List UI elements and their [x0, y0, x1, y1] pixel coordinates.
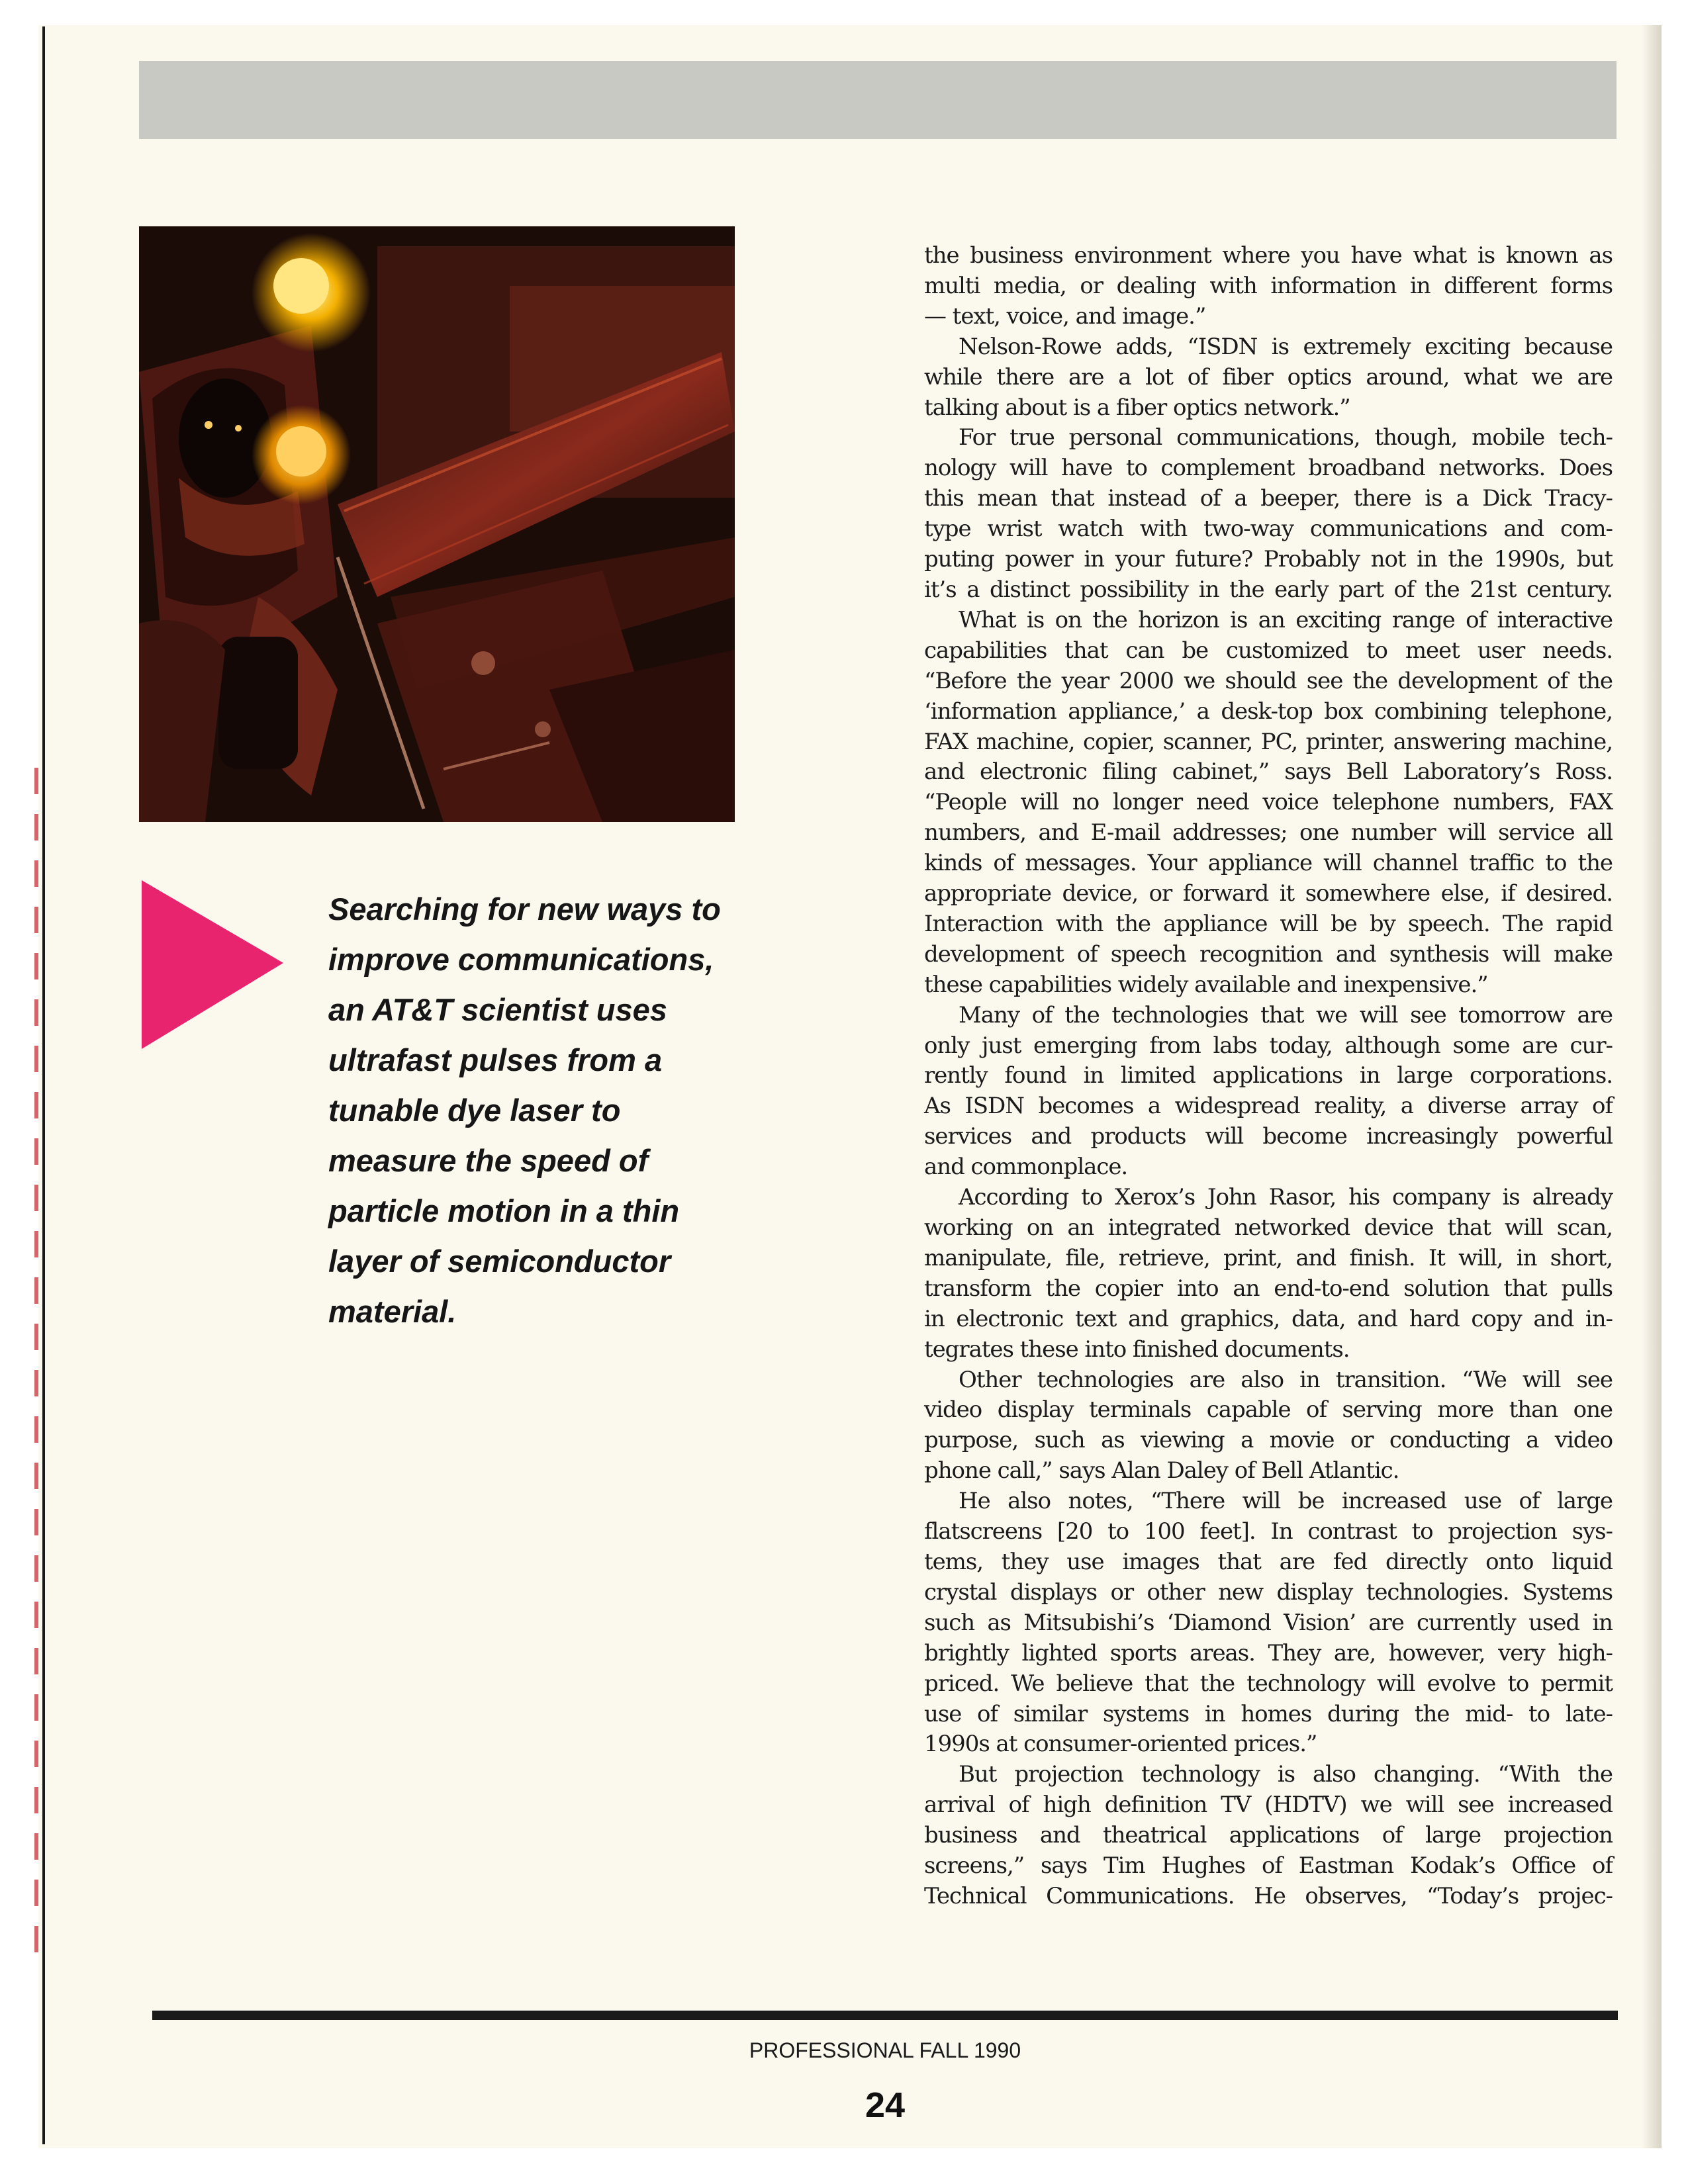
body-line: kinds of messages. Your appliance will channel traffic to the: [924, 850, 1613, 877]
body-line: arrival of high definition TV (HDTV) we will see increased: [924, 1792, 1613, 1819]
body-line: capabilities that can be customized to meet user needs.: [924, 637, 1613, 664]
body-line: only just emerging from labs today, although some are cur-: [924, 1032, 1613, 1059]
caption-line: an AT&T scientist uses: [328, 992, 667, 1027]
body-line: business and theatrical applications of large projection: [924, 1822, 1613, 1849]
body-line: manipulate, file, retrieve, print, and finish. It will, in short,: [924, 1244, 1613, 1271]
body-line: He also notes, “There will be increased use of large: [959, 1488, 1613, 1515]
page-edge-curl: [1642, 25, 1662, 2148]
body-line: appropriate device, or forward it somewhere else, if desired.: [924, 880, 1613, 907]
body-line: numbers, and E-mail addresses; one number will service all: [924, 819, 1613, 846]
body-line: screens,” says Tim Hughes of Eastman Kodak’s Office of: [924, 1852, 1613, 1880]
caption-line: ultrafast pulses from a: [328, 1042, 663, 1077]
pink-pointer-triangle: [142, 880, 287, 1052]
body-line: brightly lighted sports areas. They are, however, very high-: [924, 1639, 1613, 1666]
body-line: As ISDN becomes a widespread reality, a diverse array of: [924, 1093, 1613, 1120]
body-line: development of speech recognition and synthesis will make: [924, 940, 1613, 968]
caption-line: measure the speed of: [328, 1143, 649, 1178]
body-line: purpose, such as viewing a movie or conducting a video: [924, 1427, 1613, 1454]
body-line: and commonplace.: [924, 1154, 1128, 1181]
body-line: flatscreens [20 to 100 feet]. In contrast to projection sys-: [924, 1518, 1613, 1545]
body-line: transform the copier into an end-to-end solution that pulls: [924, 1275, 1613, 1302]
body-line: these capabilities widely available and inexpensive.”: [924, 971, 1488, 998]
body-line: FAX machine, copier, scanner, PC, printer, answering machine,: [924, 728, 1613, 755]
caption-line: particle motion in a thin: [328, 1193, 680, 1228]
body-line: 1990s at consumer-oriented prices.”: [924, 1731, 1317, 1758]
laser-lab-photo-icon: [139, 226, 735, 822]
body-line: crystal displays or other new display technologies. Systems: [924, 1578, 1613, 1606]
body-line: “Before the year 2000 we should see the development of the: [924, 667, 1613, 694]
body-line: Many of the technologies that we will see tomorrow are: [959, 1001, 1613, 1028]
body-line: Nelson-Rowe adds, “ISDN is extremely exciting because: [959, 333, 1613, 360]
body-line: tegrates these into finished documents.: [924, 1336, 1350, 1363]
body-line: priced. We believe that the technology will evolve to permit: [924, 1670, 1613, 1697]
caption-line: layer of semiconductor: [328, 1244, 671, 1279]
laser-lab-photo: [139, 226, 735, 822]
body-line: rently found in limited applications in large corporations.: [924, 1062, 1613, 1089]
header-bar: [139, 61, 1617, 139]
body-line: Interaction with the appliance will be by speech. The rapid: [924, 910, 1613, 937]
binding-color-marks: [34, 768, 38, 1959]
body-line: For true personal communications, though, mobile tech-: [959, 424, 1613, 451]
page-number: 24: [865, 2085, 906, 2125]
body-line: What is on the horizon is an exciting range of interactive: [959, 606, 1613, 633]
article-body: [924, 241, 1613, 1912]
body-line: “People will no longer need voice telephone numbers, FAX: [924, 789, 1613, 816]
body-line: puting power in your future? Probably not in the 1990s, but: [924, 546, 1613, 573]
body-line: Technical Communications. He observes, “Today’s projec-: [924, 1882, 1613, 1909]
body-line: tems, they use images that are fed directly onto liquid: [924, 1548, 1613, 1575]
body-line: while there are a lot of fiber optics around, what we are: [924, 363, 1613, 390]
caption-line: tunable dye laser to: [328, 1093, 621, 1128]
body-line: phone call,” says Alan Daley of Bell Atlantic.: [924, 1457, 1399, 1484]
photo-caption: [328, 884, 765, 1337]
body-line: video display terminals capable of serving more than one: [924, 1396, 1613, 1424]
body-line: ‘information appliance,’ a desk-top box combining telephone,: [924, 698, 1613, 725]
caption-line: improve communications,: [328, 942, 714, 977]
body-line: multi media, or dealing with information in different forms: [924, 272, 1613, 299]
body-line: and electronic filing cabinet,” says Bell Laboratory’s Ross.: [924, 758, 1613, 786]
body-line: — text, voice, and image.”: [924, 302, 1206, 330]
body-line: nology will have to complement broadband networks. Does: [924, 455, 1613, 482]
body-line: the business environment where you have what is known as: [924, 242, 1613, 269]
body-line: use of similar systems in homes during the mid- to late-: [924, 1700, 1613, 1727]
body-line: Other technologies are also in transition. “We will see: [959, 1366, 1613, 1393]
body-line: in electronic text and graphics, data, and hard copy and in-: [924, 1305, 1613, 1332]
body-line: services and products will become increasingly powerful: [924, 1123, 1613, 1150]
body-line: According to Xerox’s John Rasor, his company is already: [959, 1184, 1613, 1211]
body-line: type wrist watch with two-way communications and com-: [924, 516, 1613, 543]
body-line: But projection technology is also changing. “With the: [959, 1761, 1613, 1788]
footer-rule: [152, 2011, 1618, 2020]
binding-spine-line: [42, 26, 45, 2144]
body-line: such as Mitsubishi’s ‘Diamond Vision’ are currently used in: [924, 1609, 1613, 1636]
caption-line: material.: [328, 1294, 457, 1329]
body-line: working on an integrated networked device that will scan,: [924, 1214, 1613, 1241]
body-line: it’s a distinct possibility in the early part of the 21st century.: [924, 576, 1613, 603]
publication-footer: PROFESSIONAL FALL 1990: [749, 2038, 1021, 2062]
body-line: this mean that instead of a beeper, there is a Dick Tracy-: [924, 485, 1613, 512]
caption-line: Searching for new ways to: [328, 891, 721, 927]
body-line: talking about is a fiber optics network.”: [924, 394, 1350, 421]
